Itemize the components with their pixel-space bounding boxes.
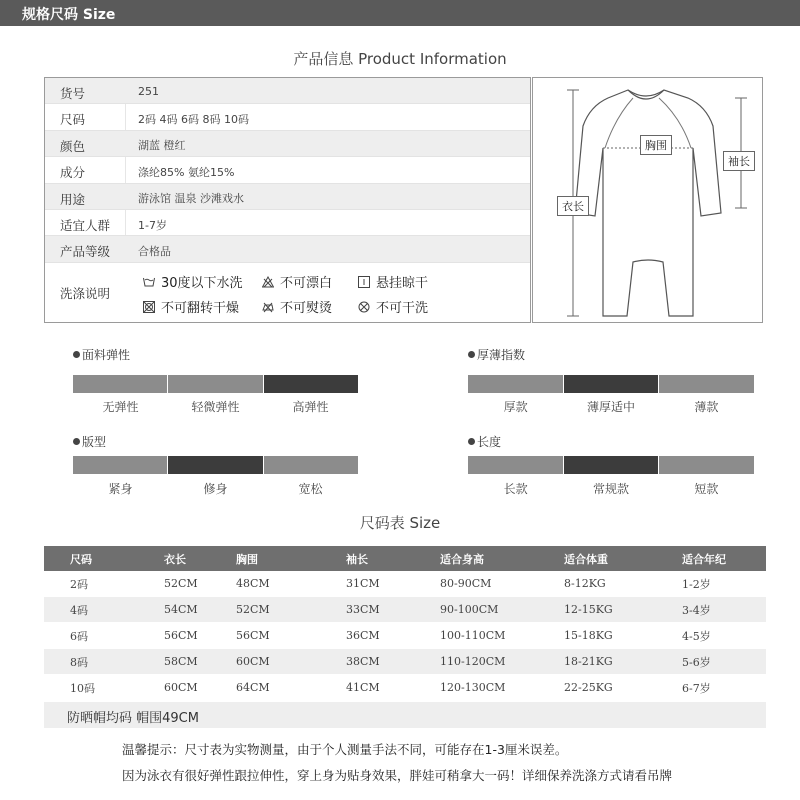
property-title-text: 版型	[82, 435, 107, 449]
info-label: 颜色	[60, 139, 86, 154]
info-label: 成分	[60, 165, 86, 180]
size-table-title: 尺码表 Size	[359, 514, 441, 532]
property-title-thickness	[468, 346, 525, 363]
care-item	[358, 272, 428, 291]
property-scale-elasticity	[73, 375, 358, 393]
table-row	[44, 571, 766, 597]
option-label: 高弹性	[292, 400, 329, 414]
no-dry-clean-icon	[358, 301, 370, 313]
table-cell: 80-90CM	[440, 577, 492, 590]
cap-note: 防晒帽均码 帽围49CM	[67, 711, 199, 726]
table-cell: 60CM	[164, 681, 198, 694]
header-title: 规格尺码 Size	[22, 7, 116, 23]
option-label: 修身	[203, 482, 228, 496]
table-cell: 31CM	[346, 577, 380, 590]
info-row	[45, 131, 530, 157]
table-cell: 60CM	[236, 655, 270, 668]
bullet-icon	[73, 438, 80, 445]
care-item	[262, 272, 332, 291]
table-cell: 3-4岁	[682, 603, 711, 617]
scale-segment-selected	[564, 456, 659, 474]
info-value: 251	[138, 85, 159, 98]
table-cell: 56CM	[164, 629, 198, 642]
scale-segment	[73, 456, 167, 474]
care-text: 不可熨烫	[280, 301, 333, 316]
scale-segment-selected	[264, 375, 358, 393]
chest-label: 胸围	[640, 135, 672, 155]
table-cell: 12-15KG	[564, 603, 613, 616]
care-item	[143, 272, 243, 291]
column-header: 适合身高	[440, 552, 484, 566]
info-label: 用途	[60, 192, 86, 207]
info-value: 合格品	[138, 245, 171, 258]
scale-segment	[468, 456, 563, 474]
info-value: 2码 4码 6码 8码 10码	[138, 113, 249, 126]
hang-dry-icon	[358, 276, 370, 288]
table-row	[44, 675, 766, 701]
product-info-title: 产品信息 Product Information	[293, 50, 507, 68]
option-label: 紧身	[108, 482, 133, 496]
option-label: 轻微弹性	[191, 400, 240, 414]
wash-30-icon	[143, 276, 155, 288]
table-cell: 56CM	[236, 629, 270, 642]
table-cell: 4-5岁	[682, 629, 711, 643]
info-row	[45, 157, 530, 184]
table-cell: 1-2岁	[682, 577, 711, 591]
property-scale-fit	[73, 456, 358, 474]
fit-note: 因为泳衣有很好弹性跟拉伸性，穿上身为贴身效果，胖娃可稍拿大一码！详细保养洗涤方式请看吊牌	[122, 768, 673, 783]
bullet-icon	[73, 351, 80, 358]
table-cell: 10码	[70, 681, 95, 695]
property-title-text: 长度	[477, 435, 502, 449]
care-item	[262, 297, 332, 316]
care-item	[358, 297, 428, 316]
care-text: 30度以下水洗	[161, 276, 243, 291]
table-cell: 41CM	[346, 681, 380, 694]
property-options-length	[468, 480, 754, 497]
scale-segment-selected	[564, 375, 659, 393]
care-label: 洗涤说明	[60, 286, 111, 301]
care-text: 不可翻转干燥	[161, 301, 240, 316]
table-cell: 4码	[70, 603, 88, 617]
option-label: 宽松	[298, 482, 323, 496]
bullet-icon	[468, 438, 475, 445]
column-header: 衣长	[164, 552, 186, 566]
property-options-fit	[73, 480, 358, 497]
table-cell: 8-12KG	[564, 577, 606, 590]
property-options-thickness	[468, 398, 754, 415]
column-header: 胸围	[236, 552, 258, 566]
column-header: 适合体重	[564, 552, 608, 566]
table-header	[44, 546, 766, 571]
table-cell: 5-6岁	[682, 655, 711, 669]
info-row	[45, 236, 530, 263]
property-scale-thickness	[468, 375, 754, 393]
table-cell: 22-25KG	[564, 681, 613, 694]
info-label: 产品等级	[60, 244, 111, 259]
scale-segment-selected	[168, 456, 262, 474]
table-cell: 90-100CM	[440, 603, 499, 616]
table-cell: 100-110CM	[440, 629, 506, 642]
care-text: 不可漂白	[280, 276, 333, 291]
scale-segment	[168, 375, 262, 393]
table-row	[44, 623, 766, 649]
column-header: 袖长	[346, 552, 368, 566]
scale-segment	[659, 456, 754, 474]
bullet-icon	[468, 351, 475, 358]
care-text: 不可干洗	[376, 301, 429, 316]
info-value: 1-7岁	[138, 219, 167, 232]
scale-segment	[659, 375, 754, 393]
info-value: 湖蓝 橙红	[138, 139, 186, 152]
table-cell: 120-130CM	[440, 681, 506, 694]
column-header: 尺码	[70, 552, 92, 566]
scale-segment	[73, 375, 167, 393]
info-row	[45, 184, 530, 210]
info-label: 尺码	[60, 112, 86, 127]
table-cell: 2码	[70, 577, 88, 591]
table-cell: 36CM	[346, 629, 380, 642]
care-text: 悬挂晾干	[376, 276, 429, 291]
info-row	[45, 210, 530, 236]
size-table	[44, 546, 766, 701]
no-iron-icon	[262, 301, 274, 313]
option-label: 薄厚适中	[586, 400, 635, 414]
info-value: 涤纶85% 氨纶15%	[138, 166, 235, 179]
option-label: 短款	[694, 482, 719, 496]
tip-note: 温馨提示：尺寸表为实物测量，由于个人测量手法不同，可能存在1-3厘米误差。	[122, 742, 568, 757]
garment-diagram	[532, 77, 763, 323]
table-cell: 33CM	[346, 603, 380, 616]
table-cell: 52CM	[164, 577, 198, 590]
info-label: 货号	[60, 86, 86, 101]
property-title-length	[468, 433, 501, 450]
table-cell: 64CM	[236, 681, 270, 694]
option-label: 长款	[503, 482, 528, 496]
table-row	[44, 597, 766, 623]
table-row	[44, 649, 766, 675]
length-label: 衣长	[557, 196, 589, 216]
column-header: 适合年纪	[682, 552, 726, 566]
option-label: 常规款	[592, 482, 629, 496]
table-cell: 15-18KG	[564, 629, 613, 642]
no-bleach-icon	[262, 276, 274, 288]
property-title-text: 厚薄指数	[477, 348, 526, 362]
scale-segment	[468, 375, 563, 393]
table-cell: 52CM	[236, 603, 270, 616]
property-title-text: 面料弹性	[82, 348, 131, 362]
option-label: 厚款	[503, 400, 528, 414]
table-cell: 6码	[70, 629, 88, 643]
table-cell: 38CM	[346, 655, 380, 668]
property-options-elasticity	[73, 398, 358, 415]
info-row	[45, 78, 530, 104]
product-info-table	[44, 77, 531, 323]
table-cell: 110-120CM	[440, 655, 506, 668]
table-cell: 48CM	[236, 577, 270, 590]
sleeve-label: 袖长	[723, 151, 755, 171]
table-cell: 54CM	[164, 603, 198, 616]
option-label: 无弹性	[102, 400, 139, 414]
property-scale-length	[468, 456, 754, 474]
header-bar	[0, 0, 800, 26]
table-cell: 18-21KG	[564, 655, 613, 668]
care-item	[143, 297, 239, 316]
property-title-elasticity	[73, 346, 130, 363]
table-cell: 8码	[70, 655, 88, 669]
table-cell: 58CM	[164, 655, 198, 668]
property-title-fit	[73, 433, 106, 450]
info-label: 适宜人群	[60, 218, 111, 233]
option-label: 薄款	[694, 400, 719, 414]
info-value: 游泳馆 温泉 沙滩戏水	[138, 192, 244, 205]
scale-segment	[264, 456, 358, 474]
table-cell: 6-7岁	[682, 681, 711, 695]
no-tumble-dry-icon	[143, 301, 155, 313]
info-row	[45, 104, 530, 131]
